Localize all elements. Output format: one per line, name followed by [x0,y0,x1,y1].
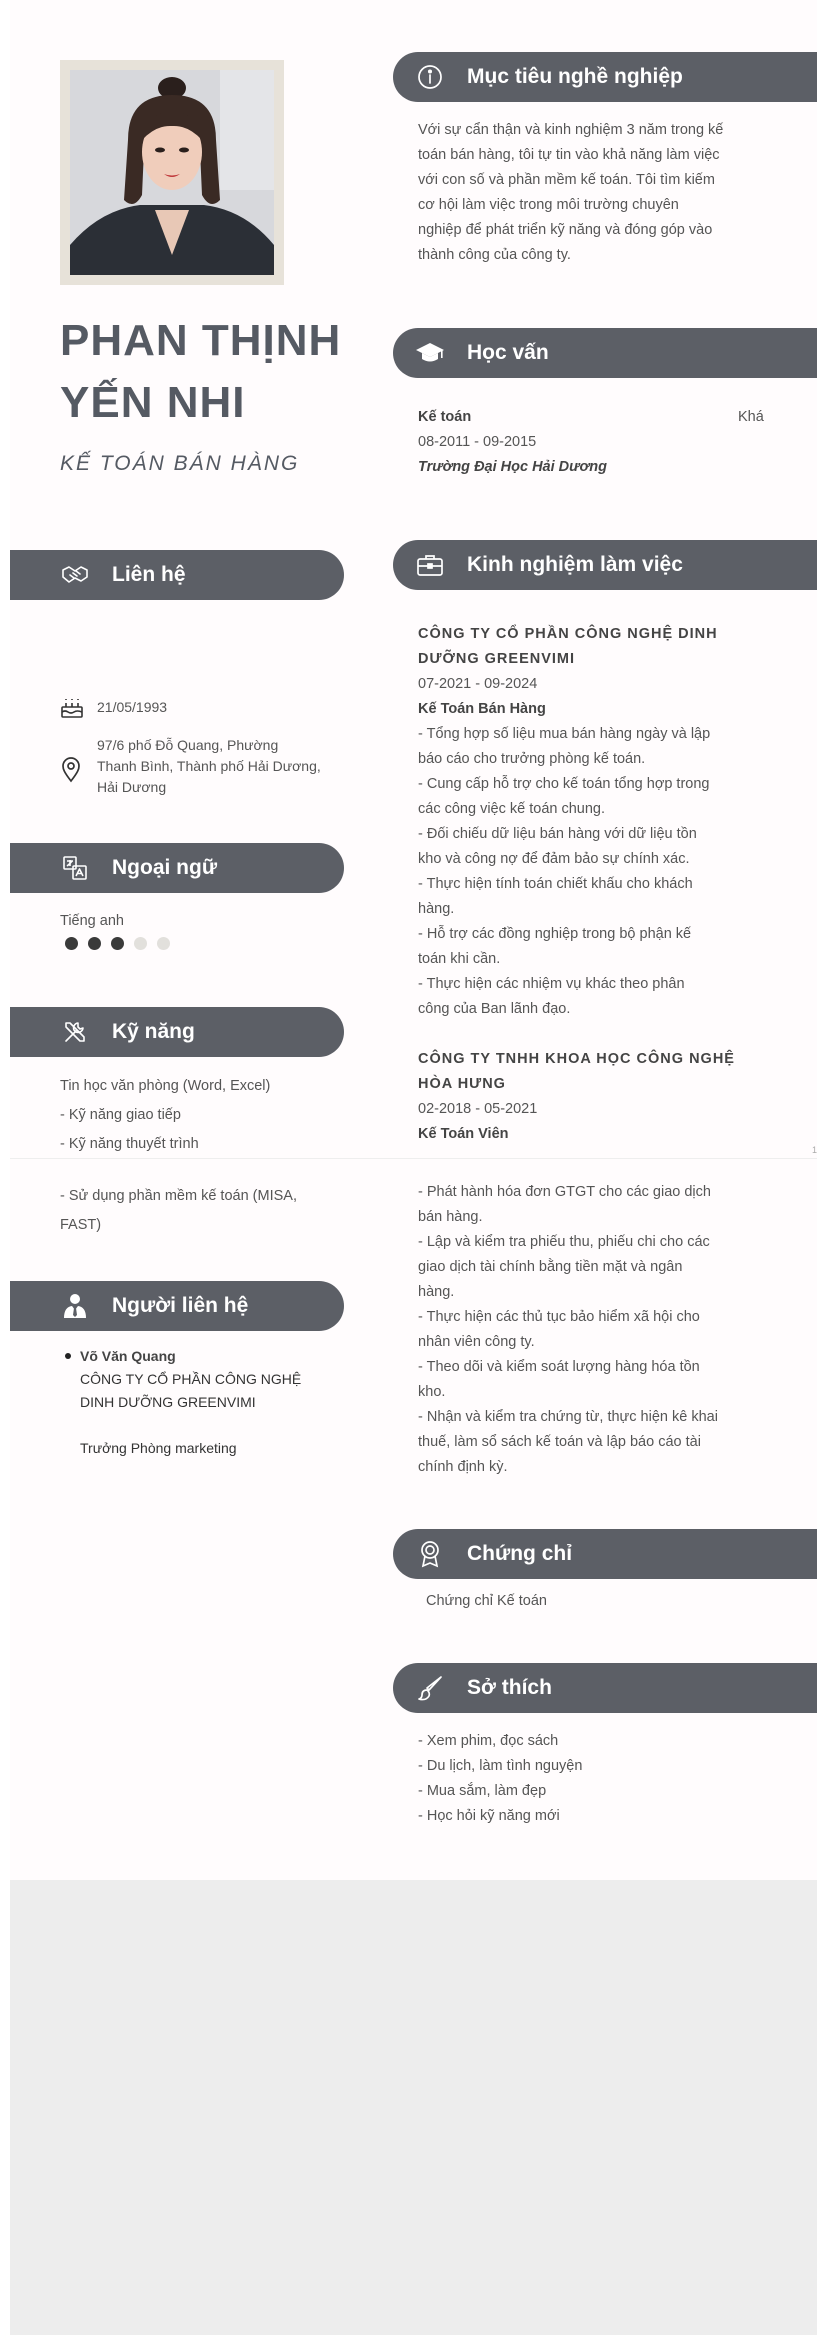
hobby-item: - Học hỏi kỹ năng mới [418,1808,560,1824]
job1-role: Kế Toán Bán Hàng [418,701,546,717]
paintbrush-icon [415,1673,445,1703]
hobbies-heading: Sở thích [467,1676,552,1699]
job2-duty-line: - Thực hiện các thủ tục bảo hiểm xã hội cho [418,1309,700,1325]
job1-company [418,622,766,672]
bottom-blank-area [10,1880,817,2335]
hobbies-section-header [393,1663,817,1713]
location-pin-icon [60,757,82,788]
job2-duty-line: bán hàng. [418,1209,483,1225]
level-dot-filled [65,937,78,950]
address-line1: 97/6 phố Đỗ Quang, Phường [97,737,279,753]
level-dot-empty [157,937,170,950]
objective-section-header [393,52,817,102]
job1-duty-line: - Thực hiện các nhiệm vụ khác theo phân [418,976,685,992]
address [97,735,321,798]
skill-item: - Sử dụng phần mềm kế toán (MISA, [60,1188,297,1204]
job2-period: 02-2018 - 05-2021 [418,1101,538,1117]
handshake-icon [60,560,90,590]
reference-company-line1: CÔNG TY CỔ PHẦN CÔNG NGHỆ [80,1371,302,1387]
job2-company-line2: HÒA HƯNG [418,1076,506,1092]
certificates-heading: Chứng chỉ [467,1542,573,1565]
job2-duty-line: hàng. [418,1284,455,1300]
objective-heading: Mục tiêu nghề nghiệp [467,65,683,88]
objective-line: nghiệp để phát triển kỹ năng và đóng góp vào [418,222,713,238]
candidate-name-line1: PHAN THỊNH [60,316,342,365]
job2-duties [418,1180,766,1480]
job1-duty-line: - Thực hiện tính toán chiết khấu cho khách [418,876,693,892]
translate-icon [60,853,90,883]
job1-duty-line: công của Ban lãnh đạo. [418,1001,571,1017]
skill-item: FAST) [60,1217,102,1233]
graduation-cap-icon [415,338,445,368]
skills-list [60,1072,270,1159]
job2-duty-line: - Nhận và kiểm tra chứng từ, thực hiện kê khai [418,1409,718,1425]
job2-company [418,1047,766,1097]
job2-duty-line: nhân viên công ty. [418,1334,535,1350]
language-level-dots [65,937,170,950]
job1-duty-line: - Cung cấp hỗ trợ cho kế toán tổng hợp trong [418,776,710,792]
page-number: 1 [812,1145,818,1155]
tools-icon [60,1017,90,1047]
profile-photo-frame [60,60,284,285]
level-dot-filled [88,937,101,950]
hobby-item: - Du lịch, làm tình nguyện [418,1758,583,1774]
award-medal-icon [415,1539,445,1569]
level-dot-filled [111,937,124,950]
certificate-item: Chứng chỉ Kế toán [426,1593,547,1609]
job-title: KẾ TOÁN BÁN HÀNG [60,452,300,475]
hobby-item: - Xem phim, đọc sách [418,1733,559,1749]
education-school: Trường Đại Học Hải Dương [418,459,607,475]
languages-heading: Ngoại ngữ [112,856,218,879]
job2-duty-line: kho. [418,1384,446,1400]
info-icon [415,62,445,92]
job2-duty-line: thuế, làm sổ sách kế toán và lập báo cáo tài [418,1434,701,1450]
profile-photo [70,70,274,275]
education-heading: Học vấn [467,341,549,364]
job2-duty-line: chính định kỳ. [418,1459,508,1475]
education-major: Kế toán [418,409,472,425]
job2-duty-line: - Lập và kiểm tra phiếu thu, phiếu chi cho các [418,1234,710,1250]
job1-duty-line: - Đối chiếu dữ liệu bán hàng với dữ liệu tồn [418,826,697,842]
languages-section-header [10,843,344,893]
person-tie-icon [60,1291,90,1321]
reference-name: Võ Văn Quang [80,1348,176,1364]
education-period: 08-2011 - 09-2015 [418,434,537,450]
address-line3: Hải Dương [97,779,167,795]
briefcase-icon [415,550,445,580]
birthday-value: 21/05/1993 [97,699,168,715]
job2-duty-line: - Theo dõi và kiểm soát lượng hàng hóa tồn [418,1359,700,1375]
job1-duties [418,722,766,1022]
job2-company-line1: CÔNG TY TNHH KHOA HỌC CÔNG NGHỆ [418,1051,735,1067]
reference-bullet [65,1353,71,1359]
job1-duty-line: các công việc kế toán chung. [418,801,606,817]
language-name: Tiếng anh [60,913,124,929]
job2-duty-line: giao dịch tài chính bằng tiền mặt và ngân [418,1259,683,1275]
address-line2: Thanh Bình, Thành phố Hải Dương, [97,758,321,774]
objective-line: cơ hội làm việc trong môi trường chuyên [418,197,679,213]
job1-duty-line: - Tổng hợp số liệu mua bán hàng ngày và lập [418,726,711,742]
candidate-name [60,310,380,434]
job1-duty-line: - Hỗ trợ các đồng nghiệp trong bộ phận kế [418,926,692,942]
education-section-header [393,328,817,378]
references-section-header [10,1281,344,1331]
job1-period: 07-2021 - 09-2024 [418,676,538,692]
experience-section-header [393,540,817,590]
reference-company-line2: DINH DƯỠNG GREENVIMI [80,1394,256,1410]
candidate-name-line2: YẾN NHI [60,378,246,427]
contact-heading: Liên hệ [112,563,186,586]
skill-item: - Kỹ năng giao tiếp [60,1107,181,1123]
objective-line: thành công của công ty. [418,247,571,263]
job2-duty-line: - Phát hành hóa đơn GTGT cho các giao dịch [418,1184,711,1200]
job1-duty-line: toán khi cần. [418,951,501,967]
objective-line: toán bán hàng, tôi tự tin vào khả năng làm việc [418,147,720,163]
skill-item: - Kỹ năng thuyết trình [60,1136,199,1152]
objective-text [418,118,766,268]
reference-position: Trưởng Phòng marketing [80,1440,237,1456]
level-dot-empty [134,937,147,950]
hobby-item: - Mua sắm, làm đẹp [418,1783,547,1799]
objective-line: Với sự cẩn thận và kinh nghiệm 3 năm trong kế [418,122,724,138]
reference-entry [80,1345,301,1460]
job1-duty-line: hàng. [418,901,455,917]
certificates-section-header [393,1529,817,1579]
skill-item: Tin học văn phòng (Word, Excel) [60,1078,271,1094]
job1-company-line1: CÔNG TY CỔ PHẦN CÔNG NGHỆ DINH [418,626,718,642]
education-grade: Khá [738,409,764,425]
job2-role: Kế Toán Viên [418,1126,509,1142]
job1-duty-line: báo cáo cho trưởng phòng kế toán. [418,751,646,767]
objective-line: với con số và phần mềm kế toán. Tôi tìm kiếm [418,172,715,188]
job1-duty-line: kho và công nợ để đảm bảo sự chính xác. [418,851,690,867]
hobbies-list [418,1729,582,1829]
experience-heading: Kinh nghiệm làm việc [467,553,683,576]
job1-company-line2: DƯỠNG GREENVIMI [418,651,576,667]
skills-section-header [10,1007,344,1057]
skills-list-continued [60,1182,297,1240]
contact-section-header [10,550,344,600]
birthday-cake-icon [60,695,84,724]
references-heading: Người liên hệ [112,1294,249,1317]
skills-heading: Kỹ năng [112,1020,195,1043]
